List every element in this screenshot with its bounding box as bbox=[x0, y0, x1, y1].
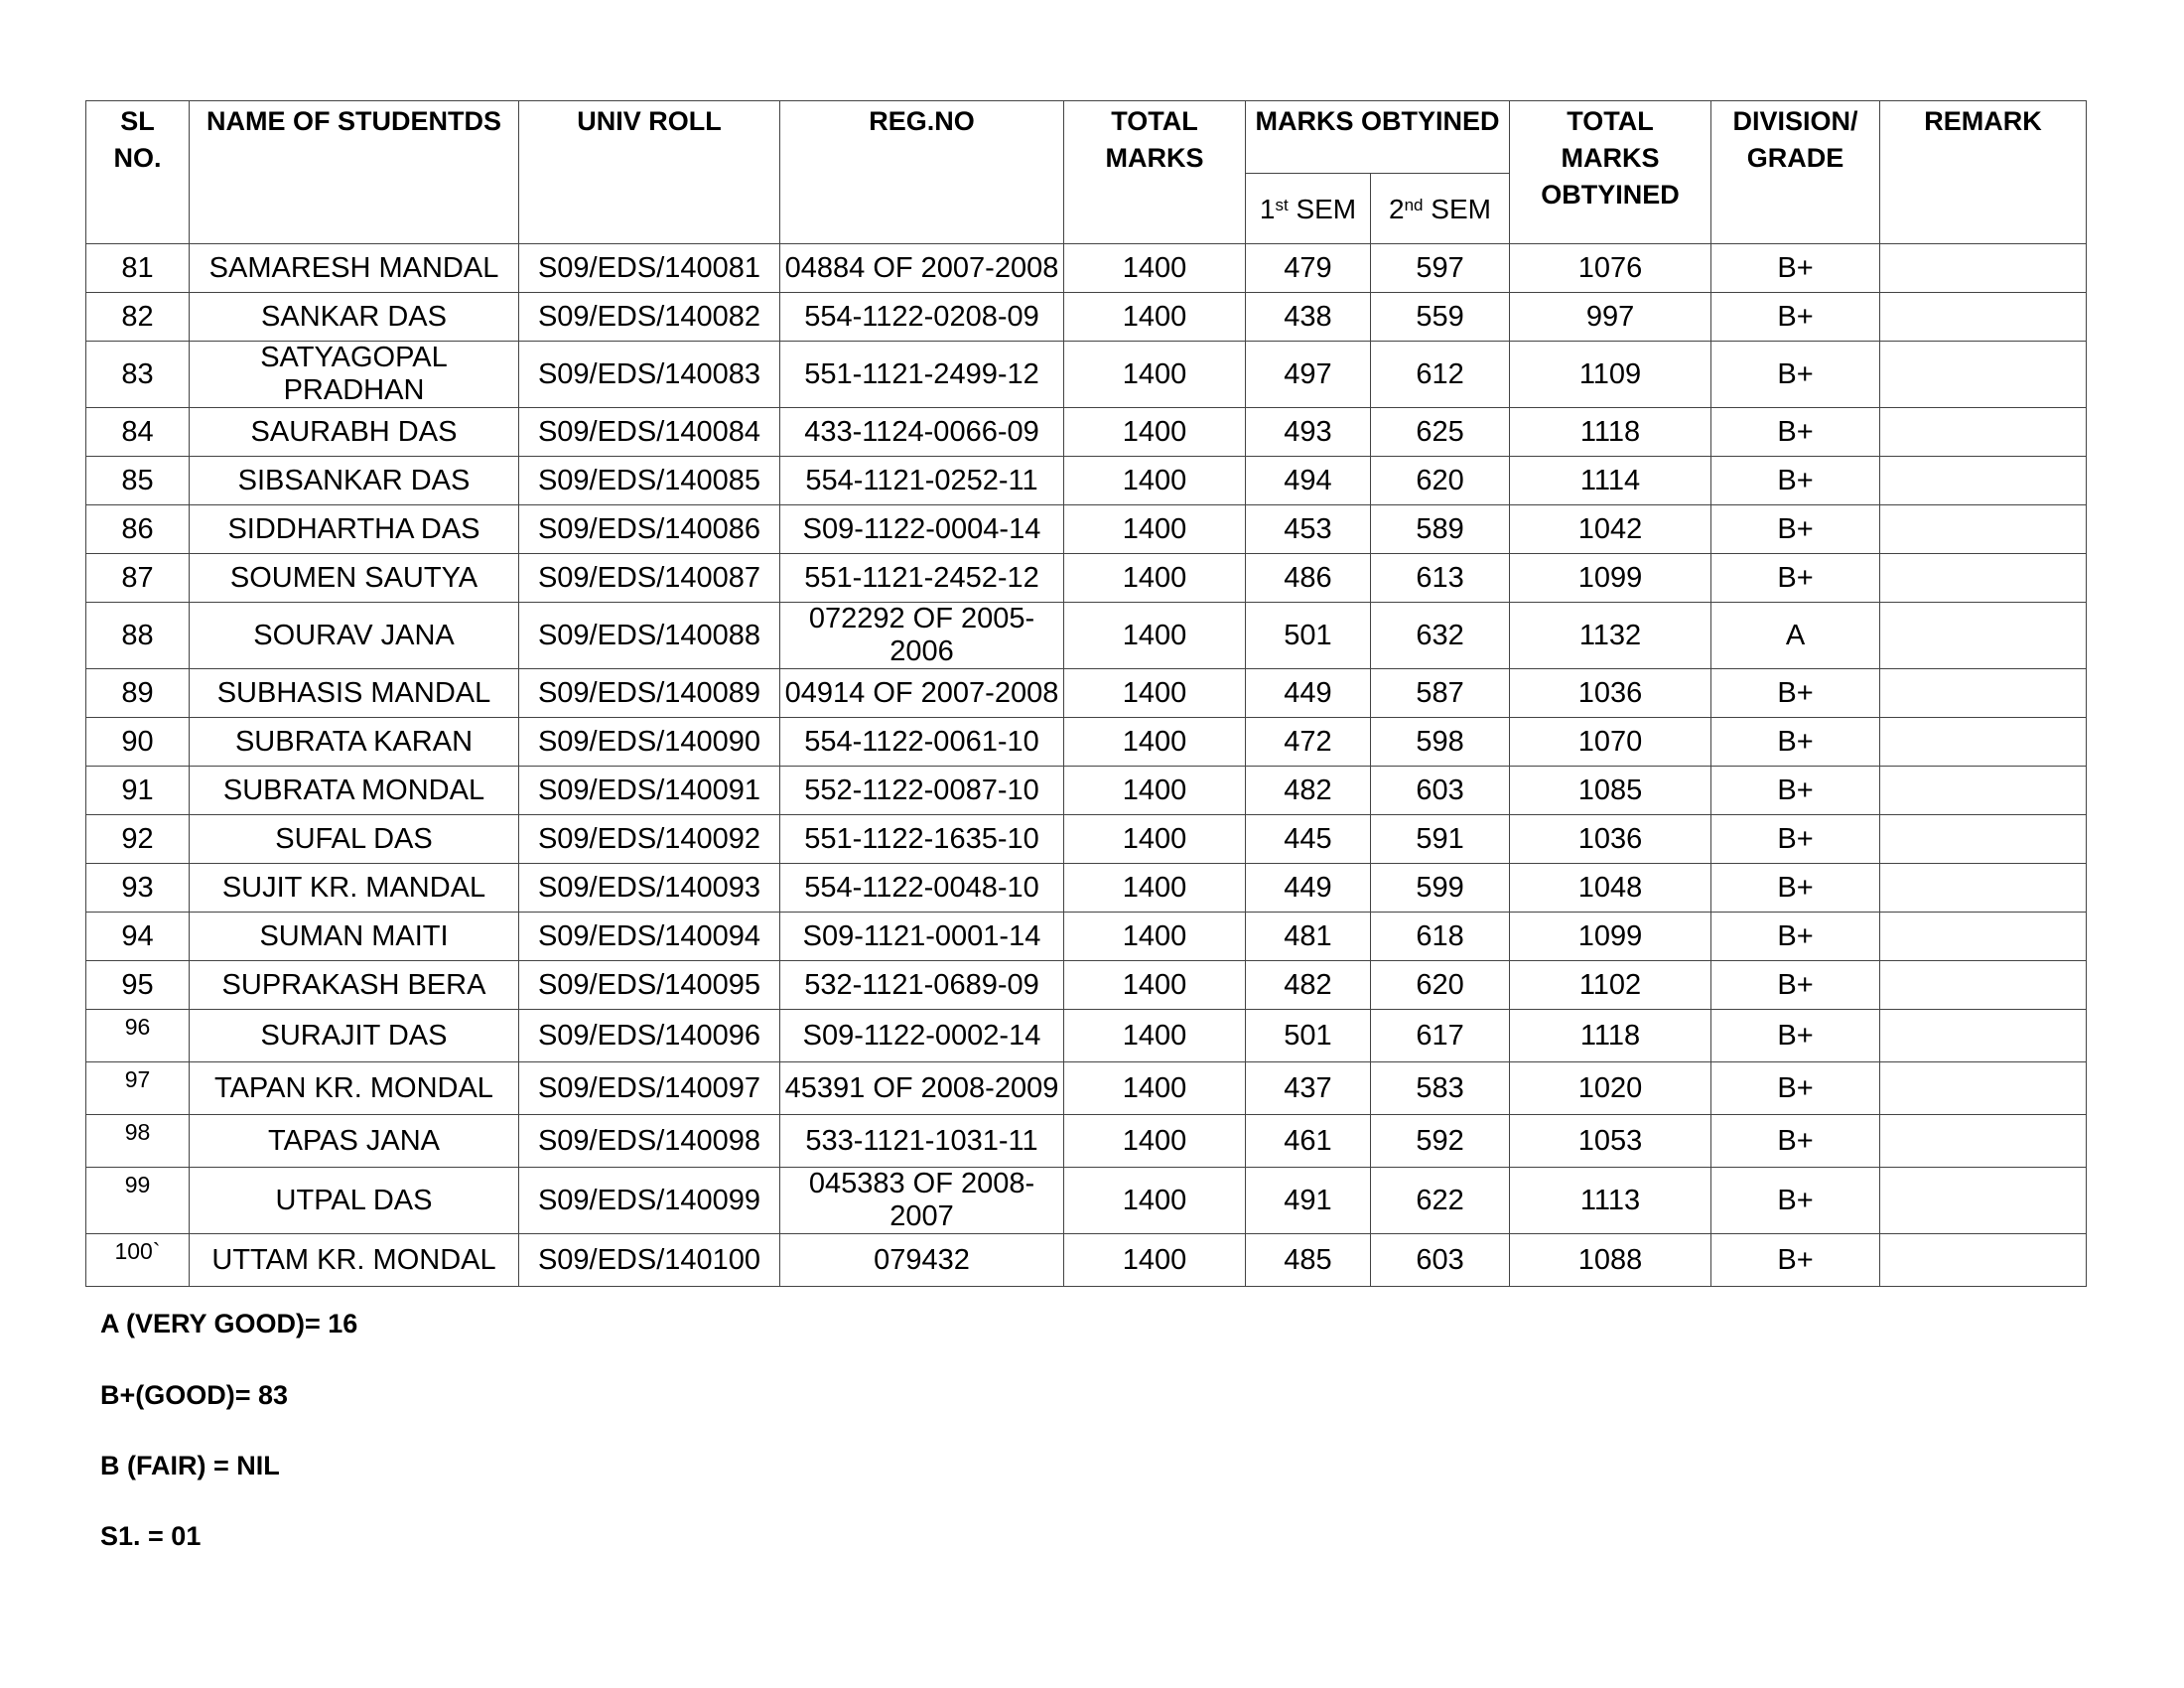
sem1-marks-cell: 491 bbox=[1246, 1168, 1371, 1234]
sem2-marks-cell: 612 bbox=[1371, 342, 1510, 408]
sem2-marks-cell: 618 bbox=[1371, 913, 1510, 961]
sem1-marks-cell: 437 bbox=[1246, 1062, 1371, 1115]
sl-cell: 84 bbox=[86, 408, 190, 457]
sem1-marks-cell: 501 bbox=[1246, 603, 1371, 669]
header-sl-line1: SL bbox=[120, 106, 155, 136]
reg-no-cell: 551-1121-2499-12 bbox=[780, 342, 1064, 408]
table-row bbox=[86, 342, 2087, 408]
univ-roll-cell: S09/EDS/140098 bbox=[519, 1115, 780, 1168]
header-remark: REMARK bbox=[1880, 101, 2087, 244]
summary-line: A (VERY GOOD)= 16 bbox=[100, 1309, 358, 1338]
total-obtained-cell: 1070 bbox=[1510, 718, 1711, 767]
table-row bbox=[86, 961, 2087, 1010]
header-total-marks bbox=[1064, 101, 1246, 244]
total-obtained-cell: 1099 bbox=[1510, 913, 1711, 961]
table-row bbox=[86, 669, 2087, 718]
grade-cell: B+ bbox=[1711, 913, 1880, 961]
table-row bbox=[86, 1168, 2087, 1234]
sem1-marks-cell: 497 bbox=[1246, 342, 1371, 408]
remark-cell bbox=[1880, 1010, 2087, 1062]
grade-cell: B+ bbox=[1711, 1234, 1880, 1287]
header-tmo-line3: OBTYINED bbox=[1541, 180, 1680, 210]
reg-no-cell: 552-1122-0087-10 bbox=[780, 767, 1064, 815]
univ-roll-cell: S09/EDS/140091 bbox=[519, 767, 780, 815]
total-obtained-cell: 1085 bbox=[1510, 767, 1711, 815]
table-row bbox=[86, 718, 2087, 767]
total-obtained-cell: 1088 bbox=[1510, 1234, 1711, 1287]
remark-cell bbox=[1880, 342, 2087, 408]
total-marks-cell: 1400 bbox=[1064, 342, 1246, 408]
student-name-cell: SUBHASIS MANDAL bbox=[190, 669, 519, 718]
sl-cell: 88 bbox=[86, 603, 190, 669]
univ-roll-cell: S09/EDS/140085 bbox=[519, 457, 780, 505]
reg-no-cell: 04884 OF 2007-2008 bbox=[780, 244, 1064, 293]
reg-no-cell: 532-1121-0689-09 bbox=[780, 961, 1064, 1010]
header-total-marks-obtained bbox=[1510, 101, 1711, 244]
total-marks-cell: 1400 bbox=[1064, 913, 1246, 961]
header-sl-no bbox=[86, 101, 190, 244]
univ-roll-cell: S09/EDS/140083 bbox=[519, 342, 780, 408]
sem1-marks-cell: 438 bbox=[1246, 293, 1371, 342]
sl-cell: 89 bbox=[86, 669, 190, 718]
sem2-marks-cell: 617 bbox=[1371, 1010, 1510, 1062]
total-obtained-cell: 1048 bbox=[1510, 864, 1711, 913]
univ-roll-cell: S09/EDS/140081 bbox=[519, 244, 780, 293]
total-marks-cell: 1400 bbox=[1064, 1062, 1246, 1115]
grade-cell: B+ bbox=[1711, 554, 1880, 603]
grade-cell: B+ bbox=[1711, 1115, 1880, 1168]
total-marks-cell: 1400 bbox=[1064, 457, 1246, 505]
remark-cell bbox=[1880, 767, 2087, 815]
sem1-marks-cell: 449 bbox=[1246, 669, 1371, 718]
sem2-label: SEM bbox=[1431, 193, 1491, 224]
univ-roll-cell: S09/EDS/140096 bbox=[519, 1010, 780, 1062]
header-univ-roll: UNIV ROLL bbox=[519, 101, 780, 244]
total-marks-cell: 1400 bbox=[1064, 767, 1246, 815]
student-name-cell: SIDDHARTHA DAS bbox=[190, 505, 519, 554]
sem2-marks-cell: 559 bbox=[1371, 293, 1510, 342]
total-obtained-cell: 1114 bbox=[1510, 457, 1711, 505]
student-name-cell: SUBRATA MONDAL bbox=[190, 767, 519, 815]
table-row bbox=[86, 913, 2087, 961]
univ-roll-cell: S09/EDS/140097 bbox=[519, 1062, 780, 1115]
univ-roll-cell: S09/EDS/140100 bbox=[519, 1234, 780, 1287]
total-marks-cell: 1400 bbox=[1064, 603, 1246, 669]
remark-cell bbox=[1880, 293, 2087, 342]
header-sem1 bbox=[1246, 174, 1371, 244]
sem1-label: SEM bbox=[1296, 193, 1357, 224]
sem1-marks-cell: 485 bbox=[1246, 1234, 1371, 1287]
header-reg-no: REG.NO bbox=[780, 101, 1064, 244]
sem1-suffix: st bbox=[1275, 195, 1289, 214]
sem1-marks-cell: 445 bbox=[1246, 815, 1371, 864]
table-row bbox=[86, 293, 2087, 342]
grade-cell: A bbox=[1711, 603, 1880, 669]
sem2-marks-cell: 598 bbox=[1371, 718, 1510, 767]
table-row bbox=[86, 864, 2087, 913]
remark-cell bbox=[1880, 505, 2087, 554]
sl-cell: 97 bbox=[86, 1062, 190, 1115]
total-obtained-cell: 1042 bbox=[1510, 505, 1711, 554]
student-name-cell: UTTAM KR. MONDAL bbox=[190, 1234, 519, 1287]
grade-cell: B+ bbox=[1711, 505, 1880, 554]
univ-roll-cell: S09/EDS/140087 bbox=[519, 554, 780, 603]
remark-cell bbox=[1880, 244, 2087, 293]
reg-no-cell: 072292 OF 2005-2006 bbox=[780, 603, 1064, 669]
sem2-number: 2 bbox=[1389, 193, 1405, 224]
table-row bbox=[86, 1234, 2087, 1287]
total-marks-cell: 1400 bbox=[1064, 293, 1246, 342]
header-name: NAME OF STUDENTDS bbox=[190, 101, 519, 244]
header-division-line2: GRADE bbox=[1746, 143, 1844, 173]
total-obtained-cell: 1102 bbox=[1510, 961, 1711, 1010]
header-total-line2: MARKS bbox=[1105, 143, 1204, 173]
sem1-marks-cell: 453 bbox=[1246, 505, 1371, 554]
reg-no-cell: 551-1122-1635-10 bbox=[780, 815, 1064, 864]
student-name-cell: SAURABH DAS bbox=[190, 408, 519, 457]
header-marks-obtained: MARKS OBTYINED bbox=[1246, 101, 1510, 174]
total-obtained-cell: 1118 bbox=[1510, 1010, 1711, 1062]
remark-cell bbox=[1880, 1062, 2087, 1115]
sem2-marks-cell: 603 bbox=[1371, 767, 1510, 815]
sl-cell: 82 bbox=[86, 293, 190, 342]
reg-no-cell: 45391 OF 2008-2009 bbox=[780, 1062, 1064, 1115]
grade-cell: B+ bbox=[1711, 408, 1880, 457]
grade-cell: B+ bbox=[1711, 961, 1880, 1010]
sem1-marks-cell: 493 bbox=[1246, 408, 1371, 457]
sl-cell: 86 bbox=[86, 505, 190, 554]
sl-cell: 93 bbox=[86, 864, 190, 913]
header-division-line1: DIVISION/ bbox=[1732, 106, 1858, 136]
student-name-cell: SUBRATA KARAN bbox=[190, 718, 519, 767]
reg-no-cell: S09-1122-0002-14 bbox=[780, 1010, 1064, 1062]
total-obtained-cell: 1099 bbox=[1510, 554, 1711, 603]
remark-cell bbox=[1880, 864, 2087, 913]
header-tmo-line2: MARKS bbox=[1561, 143, 1660, 173]
reg-no-cell: S09-1122-0004-14 bbox=[780, 505, 1064, 554]
remark-cell bbox=[1880, 408, 2087, 457]
reg-no-cell: 554-1121-0252-11 bbox=[780, 457, 1064, 505]
table-row bbox=[86, 603, 2087, 669]
sl-cell: 100` bbox=[86, 1234, 190, 1287]
sem2-marks-cell: 620 bbox=[1371, 457, 1510, 505]
grade-cell: B+ bbox=[1711, 718, 1880, 767]
sem2-marks-cell: 613 bbox=[1371, 554, 1510, 603]
grade-cell: B+ bbox=[1711, 864, 1880, 913]
total-marks-cell: 1400 bbox=[1064, 554, 1246, 603]
sl-cell: 87 bbox=[86, 554, 190, 603]
remark-cell bbox=[1880, 1115, 2087, 1168]
sem1-marks-cell: 501 bbox=[1246, 1010, 1371, 1062]
total-marks-cell: 1400 bbox=[1064, 244, 1246, 293]
table-row bbox=[86, 457, 2087, 505]
reg-no-cell: 554-1122-0208-09 bbox=[780, 293, 1064, 342]
univ-roll-cell: S09/EDS/140089 bbox=[519, 669, 780, 718]
sl-cell: 85 bbox=[86, 457, 190, 505]
summary-line: B (FAIR) = NIL bbox=[100, 1451, 280, 1480]
reg-no-cell: 554-1122-0061-10 bbox=[780, 718, 1064, 767]
sem1-marks-cell: 494 bbox=[1246, 457, 1371, 505]
table-row bbox=[86, 767, 2087, 815]
sl-cell: 96 bbox=[86, 1010, 190, 1062]
sl-cell: 98 bbox=[86, 1115, 190, 1168]
student-name-cell: TAPAS JANA bbox=[190, 1115, 519, 1168]
table-row bbox=[86, 244, 2087, 293]
total-marks-cell: 1400 bbox=[1064, 1115, 1246, 1168]
grade-cell: B+ bbox=[1711, 342, 1880, 408]
student-name-cell: SIBSANKAR DAS bbox=[190, 457, 519, 505]
grade-cell: B+ bbox=[1711, 1062, 1880, 1115]
total-obtained-cell: 1053 bbox=[1510, 1115, 1711, 1168]
student-name-cell: SANKAR DAS bbox=[190, 293, 519, 342]
table-row bbox=[86, 1010, 2087, 1062]
total-marks-cell: 1400 bbox=[1064, 408, 1246, 457]
header-sl-line2: NO. bbox=[113, 143, 162, 173]
total-obtained-cell: 1036 bbox=[1510, 815, 1711, 864]
remark-cell bbox=[1880, 913, 2087, 961]
remark-cell bbox=[1880, 718, 2087, 767]
remark-cell bbox=[1880, 1168, 2087, 1234]
sem2-marks-cell: 599 bbox=[1371, 864, 1510, 913]
total-obtained-cell: 1132 bbox=[1510, 603, 1711, 669]
sem2-marks-cell: 597 bbox=[1371, 244, 1510, 293]
sem1-marks-cell: 461 bbox=[1246, 1115, 1371, 1168]
univ-roll-cell: S09/EDS/140095 bbox=[519, 961, 780, 1010]
header-sem2 bbox=[1371, 174, 1510, 244]
reg-no-cell: 04914 OF 2007-2008 bbox=[780, 669, 1064, 718]
table-body bbox=[86, 244, 2087, 1287]
total-marks-cell: 1400 bbox=[1064, 505, 1246, 554]
sem2-marks-cell: 592 bbox=[1371, 1115, 1510, 1168]
sem2-marks-cell: 622 bbox=[1371, 1168, 1510, 1234]
sem2-marks-cell: 589 bbox=[1371, 505, 1510, 554]
reg-no-cell: 554-1122-0048-10 bbox=[780, 864, 1064, 913]
sem1-marks-cell: 481 bbox=[1246, 913, 1371, 961]
sl-cell: 95 bbox=[86, 961, 190, 1010]
summary-line: B+(GOOD)= 83 bbox=[100, 1380, 289, 1410]
student-name-cell: SUJIT KR. MANDAL bbox=[190, 864, 519, 913]
student-name-cell: SUMAN MAITI bbox=[190, 913, 519, 961]
grade-cell: B+ bbox=[1711, 669, 1880, 718]
table-row bbox=[86, 1062, 2087, 1115]
total-obtained-cell: 1118 bbox=[1510, 408, 1711, 457]
header-division-grade bbox=[1711, 101, 1880, 244]
sl-cell: 83 bbox=[86, 342, 190, 408]
total-marks-cell: 1400 bbox=[1064, 718, 1246, 767]
sem1-marks-cell: 482 bbox=[1246, 961, 1371, 1010]
reg-no-cell: 433-1124-0066-09 bbox=[780, 408, 1064, 457]
univ-roll-cell: S09/EDS/140086 bbox=[519, 505, 780, 554]
reg-no-cell: 045383 OF 2008-2007 bbox=[780, 1168, 1064, 1234]
total-marks-cell: 1400 bbox=[1064, 864, 1246, 913]
sem2-marks-cell: 620 bbox=[1371, 961, 1510, 1010]
total-obtained-cell: 1020 bbox=[1510, 1062, 1711, 1115]
reg-no-cell: 551-1121-2452-12 bbox=[780, 554, 1064, 603]
sl-cell: 99 bbox=[86, 1168, 190, 1234]
sem1-marks-cell: 479 bbox=[1246, 244, 1371, 293]
univ-roll-cell: S09/EDS/140088 bbox=[519, 603, 780, 669]
grade-cell: B+ bbox=[1711, 1168, 1880, 1234]
univ-roll-cell: S09/EDS/140090 bbox=[519, 718, 780, 767]
sem1-marks-cell: 482 bbox=[1246, 767, 1371, 815]
table-row bbox=[86, 1115, 2087, 1168]
header-row-1 bbox=[86, 101, 2087, 174]
remark-cell bbox=[1880, 815, 2087, 864]
marks-table bbox=[85, 100, 2087, 1287]
sem2-marks-cell: 591 bbox=[1371, 815, 1510, 864]
total-obtained-cell: 1076 bbox=[1510, 244, 1711, 293]
remark-cell bbox=[1880, 961, 2087, 1010]
table-header bbox=[86, 101, 2087, 244]
table-row bbox=[86, 554, 2087, 603]
sem1-number: 1 bbox=[1259, 193, 1276, 224]
sl-cell: 91 bbox=[86, 767, 190, 815]
student-name-cell: SURAJIT DAS bbox=[190, 1010, 519, 1062]
univ-roll-cell: S09/EDS/140093 bbox=[519, 864, 780, 913]
student-name-cell: SUFAL DAS bbox=[190, 815, 519, 864]
student-name-cell: SAMARESH MANDAL bbox=[190, 244, 519, 293]
total-marks-cell: 1400 bbox=[1064, 669, 1246, 718]
remark-cell bbox=[1880, 457, 2087, 505]
total-obtained-cell: 997 bbox=[1510, 293, 1711, 342]
sl-cell: 94 bbox=[86, 913, 190, 961]
total-marks-cell: 1400 bbox=[1064, 1234, 1246, 1287]
sem2-marks-cell: 587 bbox=[1371, 669, 1510, 718]
total-obtained-cell: 1113 bbox=[1510, 1168, 1711, 1234]
total-obtained-cell: 1109 bbox=[1510, 342, 1711, 408]
sem2-marks-cell: 632 bbox=[1371, 603, 1510, 669]
student-name-cell: UTPAL DAS bbox=[190, 1168, 519, 1234]
remark-cell bbox=[1880, 1234, 2087, 1287]
remark-cell bbox=[1880, 669, 2087, 718]
grade-cell: B+ bbox=[1711, 293, 1880, 342]
total-marks-cell: 1400 bbox=[1064, 815, 1246, 864]
univ-roll-cell: S09/EDS/140092 bbox=[519, 815, 780, 864]
univ-roll-cell: S09/EDS/140082 bbox=[519, 293, 780, 342]
header-total-line1: TOTAL bbox=[1111, 106, 1198, 136]
remark-cell bbox=[1880, 603, 2087, 669]
summary-line: S1. = 01 bbox=[100, 1521, 202, 1551]
reg-no-cell: S09-1121-0001-14 bbox=[780, 913, 1064, 961]
sem2-suffix: nd bbox=[1404, 195, 1424, 214]
total-marks-cell: 1400 bbox=[1064, 1010, 1246, 1062]
sl-cell: 90 bbox=[86, 718, 190, 767]
univ-roll-cell: S09/EDS/140099 bbox=[519, 1168, 780, 1234]
header-tmo-line1: TOTAL bbox=[1567, 106, 1654, 136]
sl-cell: 92 bbox=[86, 815, 190, 864]
grade-cell: B+ bbox=[1711, 457, 1880, 505]
student-name-cell: SUPRAKASH BERA bbox=[190, 961, 519, 1010]
total-marks-cell: 1400 bbox=[1064, 961, 1246, 1010]
reg-no-cell: 533-1121-1031-11 bbox=[780, 1115, 1064, 1168]
univ-roll-cell: S09/EDS/140094 bbox=[519, 913, 780, 961]
total-obtained-cell: 1036 bbox=[1510, 669, 1711, 718]
grade-cell: B+ bbox=[1711, 244, 1880, 293]
sem1-marks-cell: 472 bbox=[1246, 718, 1371, 767]
grade-cell: B+ bbox=[1711, 815, 1880, 864]
remark-cell bbox=[1880, 554, 2087, 603]
table-row bbox=[86, 815, 2087, 864]
grade-cell: B+ bbox=[1711, 1010, 1880, 1062]
table-row bbox=[86, 505, 2087, 554]
univ-roll-cell: S09/EDS/140084 bbox=[519, 408, 780, 457]
student-name-cell: SOURAV JANA bbox=[190, 603, 519, 669]
table-row bbox=[86, 408, 2087, 457]
sl-cell: 81 bbox=[86, 244, 190, 293]
sem1-marks-cell: 449 bbox=[1246, 864, 1371, 913]
total-marks-cell: 1400 bbox=[1064, 1168, 1246, 1234]
sem2-marks-cell: 625 bbox=[1371, 408, 1510, 457]
sem1-marks-cell: 486 bbox=[1246, 554, 1371, 603]
sem2-marks-cell: 603 bbox=[1371, 1234, 1510, 1287]
student-name-cell: SATYAGOPAL PRADHAN bbox=[190, 342, 519, 408]
student-name-cell: SOUMEN SAUTYA bbox=[190, 554, 519, 603]
sem2-marks-cell: 583 bbox=[1371, 1062, 1510, 1115]
grade-cell: B+ bbox=[1711, 767, 1880, 815]
student-name-cell: TAPAN KR. MONDAL bbox=[190, 1062, 519, 1115]
reg-no-cell: 079432 bbox=[780, 1234, 1064, 1287]
